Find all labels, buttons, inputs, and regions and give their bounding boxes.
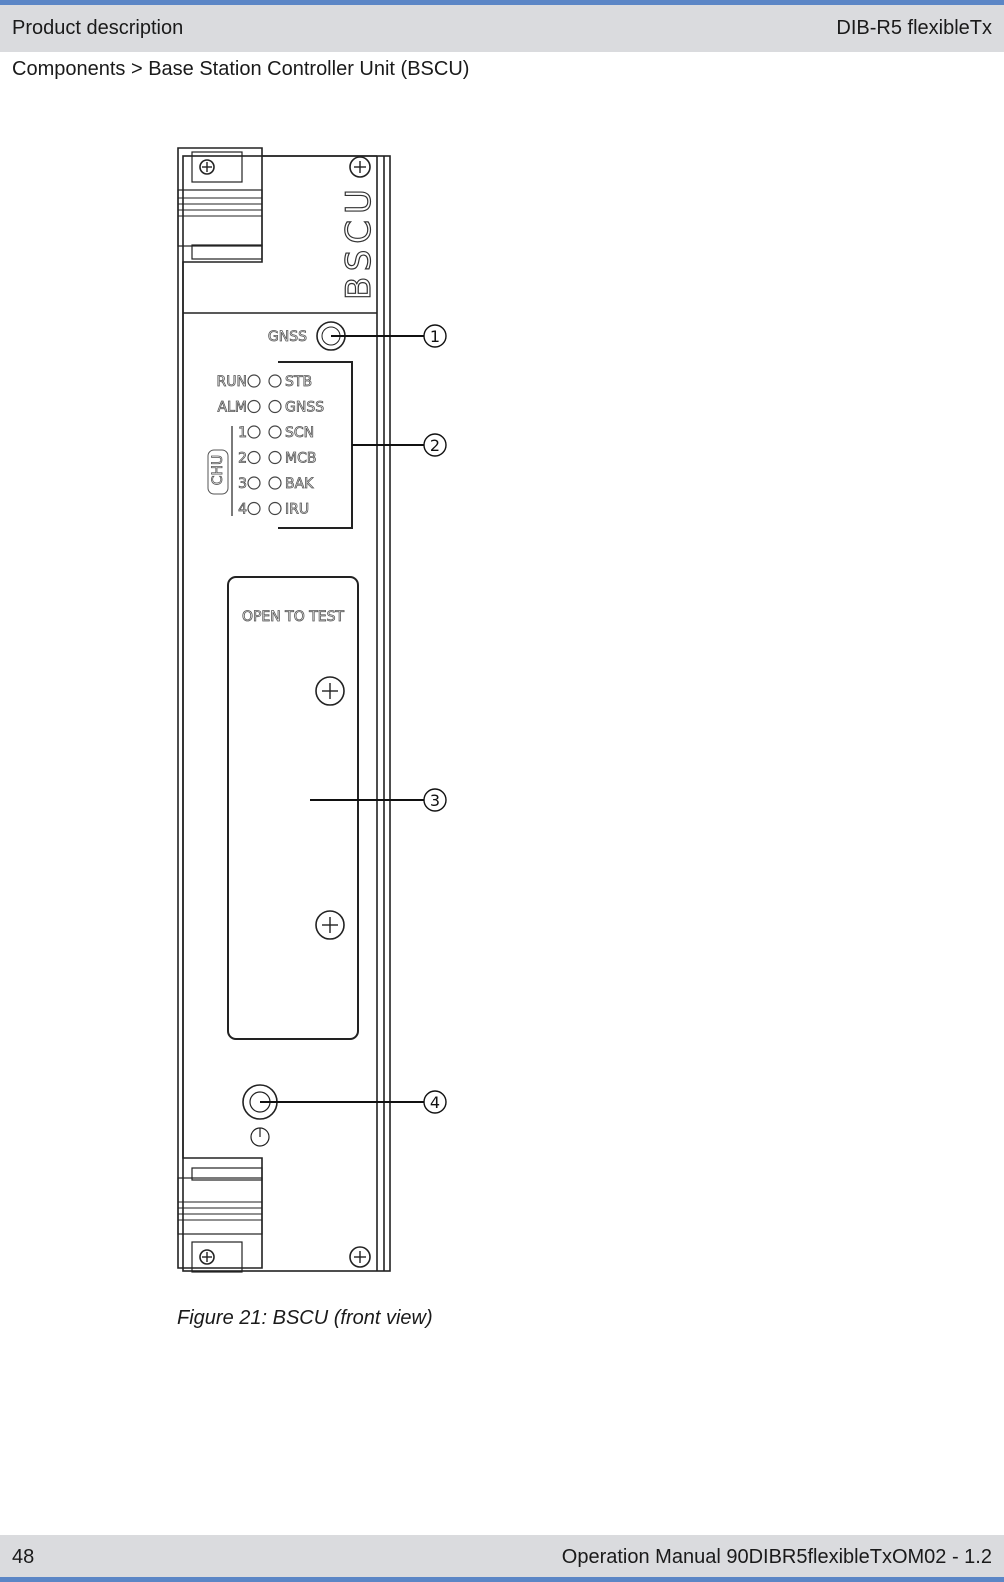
led-label-right: IRU	[285, 501, 310, 518]
bottom-handle	[178, 1178, 262, 1234]
led-label-right: STB	[285, 374, 313, 390]
callout-number: 1	[429, 327, 441, 346]
footer-accent-bar	[0, 1577, 1004, 1582]
header-product: DIB-R5 flexibleTx	[836, 17, 992, 39]
led-indicator-icon	[269, 477, 281, 489]
callout-number: 3	[429, 791, 441, 810]
led-indicator-icon	[269, 452, 281, 464]
led-indicator-icon	[248, 375, 260, 387]
led-indicator-icon	[269, 375, 281, 387]
page-number: 48	[12, 1546, 35, 1568]
led-label-right: GNSS	[285, 399, 325, 416]
gnss-connector-label: GNSS	[267, 329, 307, 345]
header-section: Product description	[12, 17, 184, 39]
panel-title: BSCU	[339, 183, 379, 300]
top-bottom-latch-outline	[178, 148, 262, 1268]
led-indicator-icon	[248, 477, 260, 489]
led-label-left: 3	[238, 476, 247, 492]
callout-number: 4	[429, 1093, 441, 1112]
led-label-left: 1	[238, 425, 247, 441]
led-indicator-icon	[248, 426, 260, 438]
bscu-figure	[170, 140, 470, 1290]
test-cover	[228, 577, 358, 1039]
led-indicator-icon	[248, 401, 260, 413]
figure-caption: Figure 21: BSCU (front view)	[177, 1307, 433, 1329]
led-indicator-icon	[248, 503, 260, 515]
led-rows	[217, 374, 325, 518]
document-title: Operation Manual 90DIBR5flexibleTxOM02 - 1.2	[561, 1546, 992, 1568]
page-footer	[0, 1535, 1004, 1577]
led-indicator-icon	[269, 426, 281, 438]
led-indicator-icon	[248, 452, 260, 464]
test-cover-label: OPEN TO TEST	[241, 609, 345, 625]
bscu-drawing	[170, 140, 470, 1290]
led-label-right: SCN	[285, 425, 315, 441]
led-label-left: 2	[238, 450, 247, 467]
led-label-right: BAK	[285, 476, 314, 492]
led-label-left: ALM	[217, 399, 247, 416]
led-indicator-icon	[269, 401, 281, 413]
led-label-left: 4	[238, 501, 247, 518]
breadcrumb: Components > Base Station Controller Unit (BSCU)	[12, 58, 470, 80]
page-header	[0, 5, 1004, 52]
led-label-left: RUN	[216, 374, 247, 390]
led-label-right: MCB	[285, 450, 317, 467]
top-handle-base	[192, 245, 262, 259]
chu-label: CHU	[210, 454, 226, 486]
callout-number: 2	[429, 436, 441, 455]
callout-markers	[424, 325, 446, 1113]
led-indicator-icon	[269, 503, 281, 515]
